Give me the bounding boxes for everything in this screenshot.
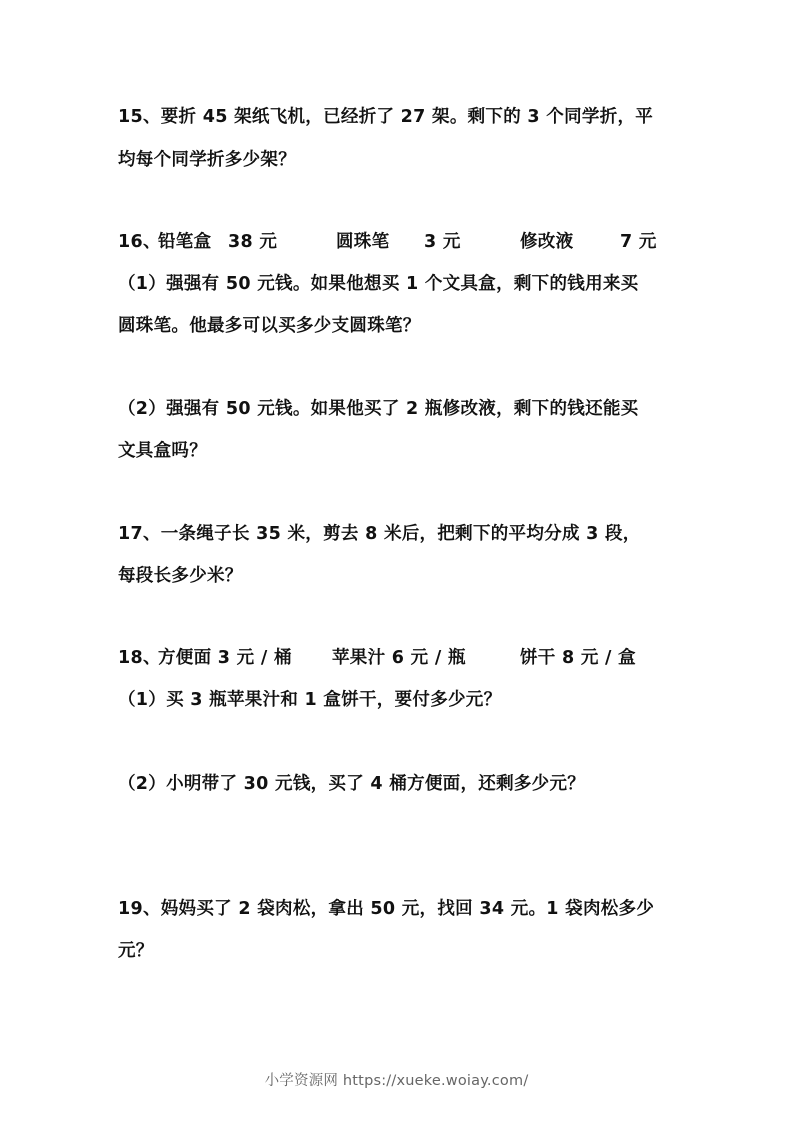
q16-price-list bbox=[118, 230, 718, 254]
q16-item-name: 铅笔盒 bbox=[158, 232, 212, 252]
q16-prefix: 16、 bbox=[118, 232, 161, 252]
q18-item: 方便面 3 元 / 桶 bbox=[158, 648, 292, 668]
q16-item-price: 3 元 bbox=[424, 232, 461, 252]
q16-item-name: 圆珠笔 bbox=[336, 232, 390, 252]
q17-line-1: 17、一条绳子长 35 米，剪去 8 米后，把剩下的平均分成 3 段， bbox=[118, 524, 641, 544]
q16-item-price: 38 元 bbox=[228, 232, 278, 252]
q18-sub1-line-1: （1）买 3 瓶苹果汁和 1 盒饼干，要付多少元？ bbox=[118, 690, 502, 710]
q18-sub2-line-1: （2）小明带了 30 元钱，买了 4 桶方便面，还剩多少元？ bbox=[118, 774, 586, 794]
q16-sub2-line-1: （2）强强有 50 元钱。如果他买了 2 瓶修改液，剩下的钱还能买 bbox=[118, 399, 639, 419]
q16-item-name: 修改液 bbox=[520, 232, 574, 252]
q18-item: 苹果汁 6 元 / 瓶 bbox=[332, 648, 466, 668]
q18-price-list bbox=[118, 646, 718, 670]
q16-item-price: 7 元 bbox=[620, 232, 657, 252]
q19-line-2: 元？ bbox=[118, 941, 154, 961]
q15-line-2: 均每个同学折多少架？ bbox=[118, 150, 296, 170]
q15-line-1: 15、要折 45 架纸飞机，已经折了 27 架。剩下的 3 个同学折，平 bbox=[118, 107, 654, 127]
q18-item: 饼干 8 元 / 盒 bbox=[520, 648, 636, 668]
q19-line-1: 19、妈妈买了 2 袋肉松，拿出 50 元，找回 34 元。1 袋肉松多少 bbox=[118, 899, 655, 919]
q16-sub1-line-1: （1）强强有 50 元钱。如果他想买 1 个文具盒，剩下的钱用来买 bbox=[118, 274, 639, 294]
q16-sub1-line-2: 圆珠笔。他最多可以买多少支圆珠笔？ bbox=[118, 316, 421, 336]
q17-line-2: 每段长多少米？ bbox=[118, 566, 243, 586]
q18-prefix: 18、 bbox=[118, 648, 161, 668]
q16-sub2-line-2: 文具盒吗？ bbox=[118, 441, 207, 461]
footer-watermark: 小学资源网 https://xueke.woiay.com/ bbox=[264, 1073, 529, 1089]
